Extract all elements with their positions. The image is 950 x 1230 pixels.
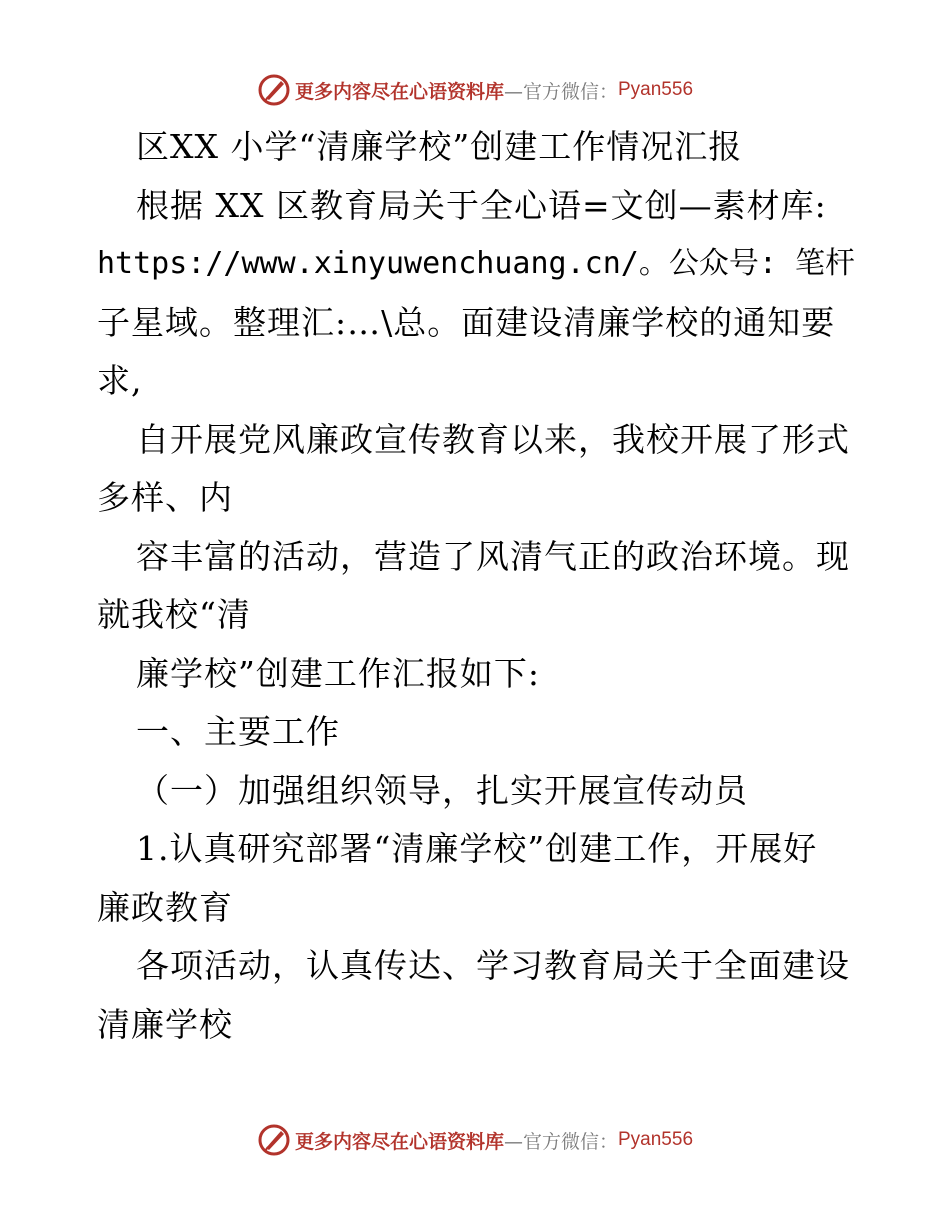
paragraph-line: 各项活动，认真传达、学习教育局关于全面建设 [136,946,850,985]
paragraph-line: 就我校“清 [97,595,251,634]
banner-site-text: 更多内容尽在心语资料库 [294,80,504,103]
banner-wechat-id: Pyan556 [618,79,694,100]
quill-circle-logo-icon [257,73,291,107]
header-banner [0,70,950,110]
banner-wechat-label: —官方微信： [503,80,618,103]
paragraph-line: 根据 XX 区教育局关于全心语=文创—素材库: [136,185,827,225]
quill-circle-logo-icon [257,1123,291,1157]
banner-wechat-label: —官方微信： [503,1130,618,1153]
paragraph-line: 廉学校”创建工作汇报如下: [136,653,540,693]
banner-site-text: 更多内容尽在心语资料库 [294,1130,504,1153]
paragraph-line [97,235,857,294]
document-title: 区XX 小学“清廉学校”创建工作情况汇报 [136,127,743,166]
paragraph-line: 容丰富的活动，营造了风清气正的政治环境。现 [136,536,850,576]
paragraph-line: 求, [97,361,143,400]
document-body [97,118,857,1054]
url-text: https://www.xinyuwenchuang.cn/。公众号: 笔杆 [97,246,855,281]
footer-banner [0,1120,950,1160]
paragraph-line: 子星域。整理汇:…\总。面建设清廉学校的通知要 [97,302,836,342]
banner-wechat-id: Pyan556 [618,1129,694,1150]
paragraph-line: 自开展党风廉政宣传教育以来，我校开展了形式 [136,419,850,459]
subsection-heading: （一）加强组织领导，扎实开展宣传动员 [136,770,748,810]
section-heading: 一、主要工作 [136,712,340,751]
paragraph-line: 多样、内 [97,478,233,517]
paragraph-line: 1.认真研究部署“清廉学校”创建工作，开展好 [136,829,818,868]
paragraph-line: 廉政教育 [97,887,233,927]
paragraph-line: 清廉学校 [97,1004,233,1044]
